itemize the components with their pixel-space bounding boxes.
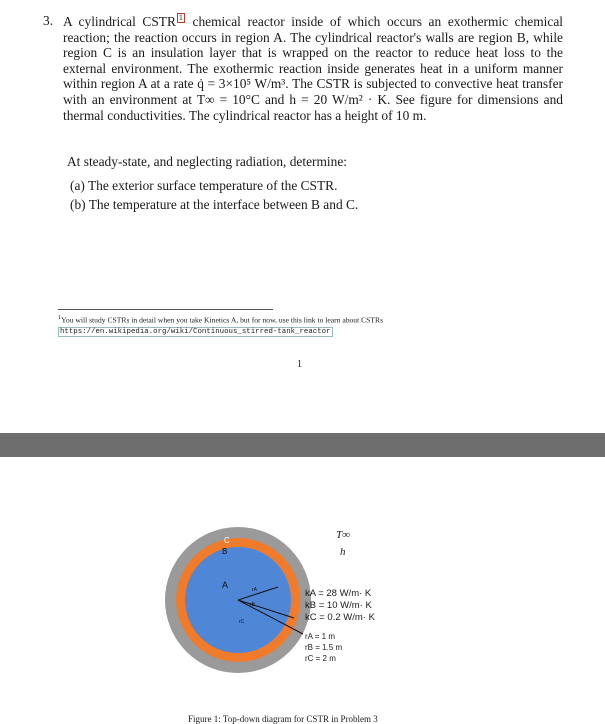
problem-3 bbox=[43, 13, 563, 123]
footnote-url-link[interactable]: https://en.wikipedia.org/wiki/Continuous_stirred-tank_reactor bbox=[60, 327, 331, 336]
label-c: C bbox=[224, 536, 230, 545]
r-b-value: rB = 1.5 m bbox=[305, 643, 343, 652]
problem-statement bbox=[63, 13, 563, 123]
k-a-value: kA = 28 W/m· K bbox=[305, 588, 372, 599]
question-prompt: At steady-state, and neglecting radiation, determine: bbox=[67, 154, 347, 169]
figure-caption: Figure 1: Top-down diagram for CSTR in Problem 3 bbox=[188, 714, 378, 724]
part-b: (b) The temperature at the interface between B and C. bbox=[70, 197, 359, 212]
label-rc: rC bbox=[239, 619, 245, 625]
figure-page bbox=[0, 457, 605, 724]
r-c-value: rC = 2 m bbox=[305, 654, 336, 663]
footnote-divider bbox=[58, 309, 273, 310]
label-a: A bbox=[222, 580, 229, 590]
footnote-text: You will study CSTRs in detail when you take Kinetics A, but for now, use this link to learn about CSTRs bbox=[61, 315, 384, 325]
cstr-diagram bbox=[0, 457, 605, 700]
ambient-temperature-symbol: T∞ bbox=[336, 529, 350, 541]
convection-coefficient-symbol: h bbox=[340, 546, 346, 558]
r-a-value: rA = 1 m bbox=[305, 632, 336, 641]
k-c-value: kC = 0.2 W/m· K bbox=[305, 612, 375, 623]
label-rb: rB bbox=[250, 602, 255, 608]
page-gap bbox=[0, 433, 605, 457]
k-b-value: kB = 10 W/m· K bbox=[305, 600, 372, 611]
problem-text-start: A cylindrical CSTR bbox=[63, 14, 176, 29]
label-ra: rA bbox=[252, 587, 257, 593]
page-number: 1 bbox=[297, 359, 302, 370]
footnote-mark: 1 bbox=[58, 314, 62, 321]
footnote-reference-link[interactable]: 1 bbox=[178, 13, 183, 22]
part-a: (a) The exterior surface temperature of the CSTR. bbox=[70, 178, 338, 193]
problem-number: 3. bbox=[43, 13, 54, 28]
problem-text-rest: chemical reactor inside of which occurs an exothermic chemical reaction; the reaction occurs in region A. The cylindrical reactor's walls are region B, while region C is an insulation layer that is wrapped on the reactor to reduce heat loss to the external environment. The exothermic reaction inside generates heat in a uniform manner within region A at a rate q̇ = 3×10⁵ W/m³. The CSTR is subjected to convective heat transfer with an environment at T∞ = 10°C and h = 20 W/m² · K. See figure for dimensions and thermal conductivities. The cylindrical reactor has a height of 10 m. bbox=[63, 14, 563, 123]
footnote bbox=[58, 313, 538, 337]
label-b: B bbox=[222, 547, 228, 556]
